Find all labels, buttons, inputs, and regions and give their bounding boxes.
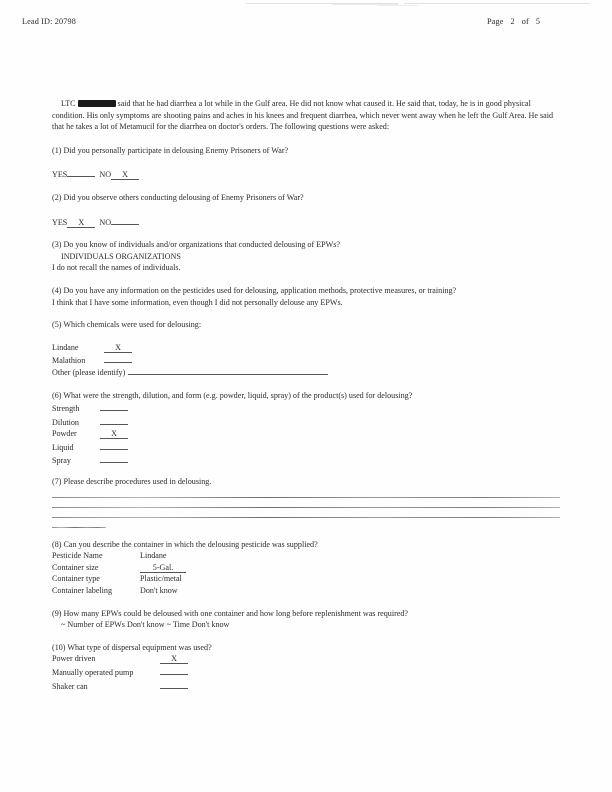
page-of-word: of xyxy=(521,17,529,26)
document-body xyxy=(52,98,562,703)
q5-malathion-blank[interactable] xyxy=(104,353,132,363)
q8-pesticide-name-value[interactable]: Lindane xyxy=(140,551,167,561)
question-1-text: (1) Did you personally participate in delousing Enemy Prisoners of War? xyxy=(52,145,289,155)
q10-power-driven-blank[interactable]: X xyxy=(160,654,188,664)
redacted-name-block xyxy=(78,100,116,107)
q2-yes-blank[interactable]: X xyxy=(67,218,95,228)
q7-answer-line[interactable] xyxy=(52,517,560,518)
q10-shaker-can-label: Shaker can xyxy=(52,681,88,691)
q10-row-shaker-can xyxy=(52,679,562,693)
question-2-block xyxy=(52,192,562,228)
q6-liquid-label: Liquid xyxy=(52,442,74,452)
q8-row-container-size xyxy=(52,562,562,574)
q6-dilution-blank[interactable] xyxy=(100,415,128,425)
question-4-answer: I think that I have some information, even though I did not personally delouse any EPWs. xyxy=(52,297,343,307)
q8-container-labeling-label: Container labeling xyxy=(52,586,113,596)
q10-row-manual-pump xyxy=(52,665,562,679)
question-5-text: (5) Which chemicals were used for delousing: xyxy=(52,320,202,330)
question-6-block xyxy=(52,390,562,468)
question-8-text: (8) Can you describe the container in which the delousing pesticide was supplied? xyxy=(52,539,318,549)
q6-powder-blank[interactable]: X xyxy=(100,429,128,439)
scan-artifact-line xyxy=(404,3,590,4)
narrative-paragraph xyxy=(52,98,562,133)
q6-row-strength xyxy=(52,401,562,415)
question-1-answer-row xyxy=(52,167,562,181)
q6-strength-blank[interactable] xyxy=(100,401,128,411)
question-3-text: (3) Do you know of individuals and/or organizations that conducted delousing of EPWs? xyxy=(52,240,341,250)
q8-container-size-value[interactable]: 5-Gal. xyxy=(140,563,186,573)
question-9-block xyxy=(52,608,562,631)
q6-row-dilution xyxy=(52,415,562,429)
question-9-answer: ~ Number of EPWs Don't know ~ Time Don't know xyxy=(61,620,230,630)
question-8-block xyxy=(52,539,562,597)
question-7-block xyxy=(52,476,562,528)
q2-yes-label: YES xyxy=(52,217,68,227)
q6-spray-blank[interactable] xyxy=(100,453,128,463)
q6-strength-label: Strength xyxy=(52,404,80,414)
lead-id-label: Lead ID: 20798 xyxy=(22,17,76,26)
question-9-text: (9) How many EPWs could be deloused with one container and how long before replenishment was required? xyxy=(52,608,409,618)
narrative-text: said that he had diarrhea a lot while in the Gulf area. He did not know what caused it. He said that, today, he is in good physical condition. His only symptoms are shooting pains and aches in his knees and frequent diarrhea, which never went away when he left the Gulf Area. He said that he takes a lot of Metamucil for the diarrhea on doctor's orders. The following questions were asked: xyxy=(52,99,553,132)
q10-shaker-can-blank[interactable] xyxy=(160,679,188,689)
q2-no-blank[interactable] xyxy=(111,215,139,225)
q6-row-liquid xyxy=(52,440,562,454)
question-3-block xyxy=(52,239,562,274)
page-total: 5 xyxy=(535,17,541,26)
q5-lindane-blank[interactable]: X xyxy=(104,343,132,353)
question-6-text: (6) What were the strength, dilution, and form (e.g. powder, liquid, spray) of the product(s) used for delousing? xyxy=(52,390,413,400)
q6-row-powder xyxy=(52,428,562,440)
q6-spray-label: Spray xyxy=(52,456,71,466)
q8-container-type-label: Container type xyxy=(52,574,100,584)
q8-container-size-label: Container size xyxy=(52,562,99,572)
q10-manual-pump-label: Manually operated pump xyxy=(52,668,134,677)
q8-row-pesticide-name xyxy=(52,550,562,562)
q5-row-malathion xyxy=(52,353,562,367)
question-10-block xyxy=(52,642,562,692)
page-word: Page xyxy=(487,17,504,26)
question-2-text: (2) Did you observe others conducting delousing of Enemy Prisoners of War? xyxy=(52,192,304,202)
q10-row-power-driven xyxy=(52,653,562,665)
q10-manual-pump-blank[interactable] xyxy=(160,665,188,675)
q8-container-labeling-value[interactable]: Don't know xyxy=(140,586,178,596)
question-5-block xyxy=(52,319,562,378)
q6-dilution-label: Dilution xyxy=(52,417,79,427)
q5-malathion-label: Malathion xyxy=(52,356,86,366)
q6-liquid-blank[interactable] xyxy=(100,440,128,450)
q8-row-container-type xyxy=(52,573,562,585)
q6-powder-label: Powder xyxy=(52,429,77,439)
q8-container-type-value[interactable]: Plastic/metal xyxy=(140,574,182,584)
q7-answer-line[interactable] xyxy=(52,507,560,508)
q1-yes-blank[interactable] xyxy=(67,167,95,177)
q7-answer-line[interactable] xyxy=(52,497,560,498)
q1-no-blank[interactable]: X xyxy=(111,170,139,180)
q7-answer-line[interactable] xyxy=(52,527,106,528)
page-current: 2 xyxy=(510,17,515,26)
q1-no-label: NO xyxy=(99,170,112,180)
question-4-text: (4) Do you have any information on the pesticides used for delousing, application methods, protective measures, or training? xyxy=(52,285,457,295)
rank-prefix: LTC xyxy=(61,99,76,108)
page-number-label xyxy=(487,17,540,26)
q5-row-other xyxy=(52,367,562,379)
question-3-answer: I do not recall the names of individuals. xyxy=(52,263,181,273)
q8-pesticide-name-label: Pesticide Name xyxy=(52,551,103,561)
q2-no-label: NO xyxy=(99,217,112,227)
question-2-answer-row xyxy=(52,215,562,229)
q1-yes-label: YES xyxy=(52,170,68,180)
question-4-block xyxy=(52,285,562,308)
q5-row-lindane xyxy=(52,342,562,354)
q8-row-container-labeling xyxy=(52,585,562,597)
question-10-text: (10) What type of dispersal equipment was used? xyxy=(52,642,212,652)
q5-lindane-label: Lindane xyxy=(52,342,79,352)
q10-power-driven-label: Power driven xyxy=(52,654,96,664)
question-1-block xyxy=(52,145,562,181)
q5-other-label: Other (please identify) xyxy=(52,367,126,377)
scan-artifact-line xyxy=(378,5,418,6)
q5-other-blank[interactable] xyxy=(128,367,328,375)
question-3-columns: INDIVIDUALS ORGANIZATIONS xyxy=(61,251,181,261)
question-7-text: (7) Please describe procedures used in delousing. xyxy=(52,477,212,487)
q6-row-spray xyxy=(52,453,562,467)
